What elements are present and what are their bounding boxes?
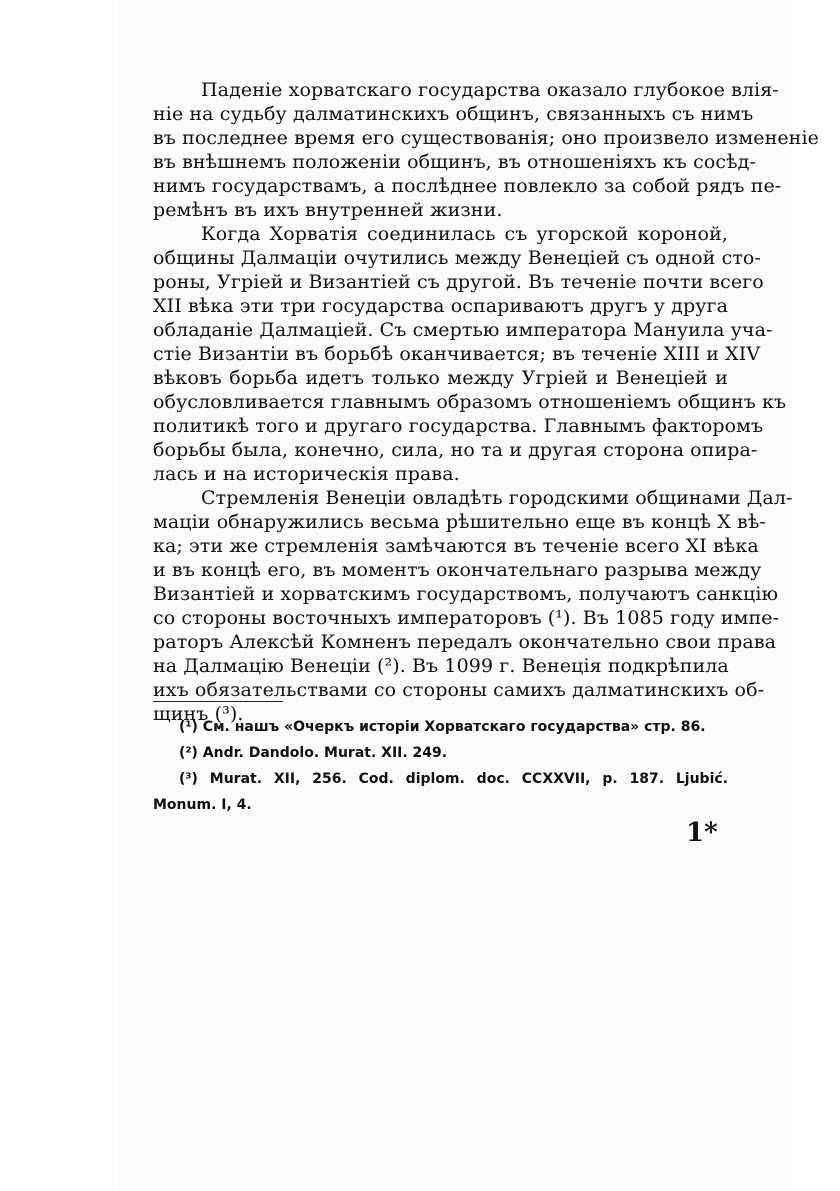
text-line: общины Далмаціи очутились между Венеціей съ одной сто- bbox=[153, 247, 761, 269]
text-line: щинъ (³). bbox=[153, 703, 244, 725]
text-line: обладаніе Далмаціей. Съ смертью императора Мануила уча- bbox=[153, 319, 773, 341]
text-line: XII вѣка эти три государства оспариваютъ другъ у друга bbox=[153, 295, 728, 317]
footnote-2: (²) Andr. Dandolo. Murat. XII. 249. bbox=[179, 745, 448, 761]
footnote-3: (³) Murat. XII, 256. Cod. diplom. doc. CCXXVII, p. 187. Ljubić. bbox=[179, 771, 728, 787]
footnote-3-continuation: Monum. I, 4. bbox=[153, 797, 252, 813]
text-line: и въ концѣ его, въ моментъ окончательнаго разрыва между bbox=[153, 559, 762, 581]
footnote-1: (¹) См. нашъ «Очеркъ исторіи Хорватскаго государства» стр. 86. bbox=[179, 719, 706, 735]
text-line: ихъ обязательствами со стороны самихъ далматинскихъ об- bbox=[153, 679, 765, 701]
text-line: маціи обнаружились весьма рѣшительно еще въ концѣ X вѣ- bbox=[153, 511, 766, 533]
text-line: на Далмацію Венеціи (²). Въ 1099 г. Венеція подкрѣпила bbox=[153, 655, 729, 677]
text-line: вѣковъ борьба идетъ только между Угріей и Венеціей и bbox=[153, 367, 728, 389]
text-line: политикѣ того и другаго государства. Главнымъ факторомъ bbox=[153, 415, 764, 437]
text-line: борьбы была, конечно, сила, но та и другая сторона опира- bbox=[153, 439, 758, 461]
footnote-divider bbox=[153, 701, 283, 702]
main-text bbox=[153, 78, 819, 726]
text-line: лась и на историческія права. bbox=[153, 463, 460, 485]
text-line: Византіей и хорватскимъ государствомъ, получаютъ санкцію bbox=[153, 583, 779, 605]
text-line: ніе на судьбу далматинскихъ общинъ, связанныхъ съ нимъ bbox=[153, 103, 754, 125]
text-line: ка; эти же стремленія замѣчаются въ теченіе всего XI вѣка bbox=[153, 535, 759, 557]
text-line: обусловливается главнымъ образомъ отношеніемъ общинъ къ bbox=[153, 391, 787, 413]
text-line: раторъ Алексѣй Комненъ передалъ окончательно свои права bbox=[153, 631, 777, 653]
signature-mark: 1* bbox=[686, 818, 718, 848]
text-line: роны, Угріей и Византіей съ другой. Въ теченіе почти всего bbox=[153, 271, 764, 293]
text-line: въ последнее время его существованія; оно произвело измененіе bbox=[153, 127, 819, 149]
text-line: со стороны восточныхъ императоровъ (¹). Въ 1085 году импе- bbox=[153, 607, 780, 629]
text-line: въ внѣшнемъ положеніи общинъ, въ отношеніяхъ къ сосѣд- bbox=[153, 151, 756, 173]
text-line: Когда Хорватія соединилась съ угорской короной, bbox=[201, 223, 728, 245]
text-line: ремѣнъ въ ихъ внутренней жизни. bbox=[153, 199, 503, 221]
text-line: стіе Византіи въ борьбѣ оканчивается; въ теченіе XIII и XIV bbox=[153, 343, 761, 365]
text-line: нимъ государствамъ, а послѣднее повлекло за собой рядъ пе- bbox=[153, 175, 782, 197]
text-line: Паденіе хорватскаго государства оказало глубокое влія- bbox=[201, 79, 779, 101]
footnotes bbox=[153, 714, 728, 818]
text-line: Стремленія Венеціи овладѣть городскими общинами Дал- bbox=[201, 487, 793, 509]
